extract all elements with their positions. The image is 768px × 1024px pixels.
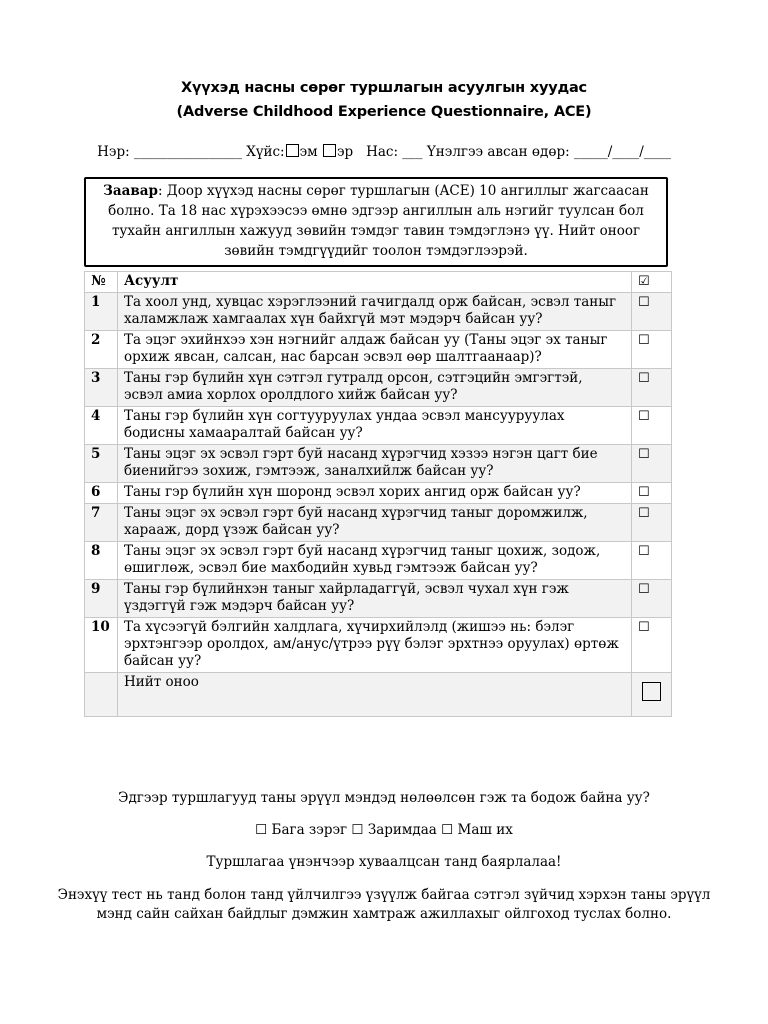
question-text: Та хүсээгүй бэлгийн халдлага, хүчирхийлэлд (жишээ нь: бэлэг эрхтэнгээр оролдох, ам/анус/үтрээ рүү бэлэг эрхтнээ оруулах) өртөж байсан уу? [118, 618, 632, 673]
form-subtitle: (Adverse Childhood Experience Questionnaire, ACE) [176, 104, 592, 120]
name-label: Нэр: [97, 144, 130, 160]
row-number: 4 [85, 407, 118, 445]
date-field[interactable]: _____/____/____ [573, 144, 671, 160]
table-header-row [85, 272, 672, 293]
header-check: ☑ [632, 272, 672, 293]
form-title: Хүүхэд насны сөрөг туршлагын асуулгын хуудас [181, 80, 587, 96]
closing-note: Энэхүү тест нь танд болон танд үйлчилгээ үзүүлж байгаа сэтгэл зүйчид хэрхэн таны эрүүл мэнд сайн сайхан байдлыг дэмжин хамтраж ажиллахыг ойлгоход туслах болно. [57, 887, 711, 922]
table-row [85, 580, 672, 618]
row-number: 2 [85, 331, 118, 369]
answer-checkbox[interactable]: ☐ [632, 483, 672, 504]
row-number: 9 [85, 580, 118, 618]
header-num: № [85, 272, 118, 293]
table-row [85, 445, 672, 483]
respondent-info-line [0, 144, 768, 160]
instructions-text: : Доор хүүхэд насны сөрөг туршлагын (ACE) 10 ангиллыг жагсаасан болно. Та 18 нас хүрэхээсээ өмнө эдгээр ангиллын аль нэгийг туулсан бол тухайн ангиллын хажууд зөвийн тэмдэг тавин тэмдэглэнэ үү. Нийт оноог зөвийн тэмдгүүдийг тоолон тэмдэглээрэй. [108, 183, 649, 259]
total-score-label: Нийт оноо [118, 673, 632, 717]
table-row [85, 293, 672, 331]
table-row [85, 542, 672, 580]
instructions-lead: Заавар [103, 183, 158, 199]
answer-checkbox[interactable]: ☐ [632, 580, 672, 618]
total-score-box[interactable] [642, 682, 661, 701]
table-row [85, 369, 672, 407]
question-text: Таны гэр бүлийн хүн согтууруулах ундаа эсвэл мансууруулах бодисны хамааралтай байсан уу? [118, 407, 632, 445]
answer-checkbox[interactable]: ☐ [632, 331, 672, 369]
answer-checkbox[interactable]: ☐ [632, 445, 672, 483]
table-row [85, 331, 672, 369]
question-text: Таны эцэг эх эсвэл гэрт буй насанд хүрэгчид таныг цохиж, зодож, өшиглөж, эсвэл бие махбодийн хувьд гэмтээж байсан уу? [118, 542, 632, 580]
thanks-message: Туршлагаа үнэнчээр хуваалцсан танд баярлалаа! [206, 854, 562, 870]
impact-question: Эдгээр туршлагууд таны эрүүл мэндэд нөлөөлсөн гэж та бодож байна уу? [118, 790, 650, 806]
question-text: Таны эцэг эх эсвэл гэрт буй насанд хүрэгчид хэзээ нэгэн цагт бие биенийгээ зохиж, гэмтээж, заналхийлж байсан уу? [118, 445, 632, 483]
age-label: Нас: [366, 144, 398, 160]
answer-checkbox[interactable]: ☐ [632, 293, 672, 331]
answer-checkbox[interactable]: ☐ [632, 618, 672, 673]
question-text: Таны гэр бүлийн хүн шоронд эсвэл хорих ангид орж байсан уу? [118, 483, 632, 504]
answer-checkbox[interactable]: ☐ [632, 369, 672, 407]
answer-checkbox[interactable]: ☐ [632, 542, 672, 580]
question-text: Таны эцэг эх эсвэл гэрт буй насанд хүрэгчид таныг доромжилж, харааж, дорд үзэж байсан уу? [118, 504, 632, 542]
name-field[interactable]: ________________ [133, 144, 242, 160]
total-score-row [85, 673, 672, 717]
ace-question-table [84, 271, 672, 717]
row-number: 7 [85, 504, 118, 542]
row-number: 3 [85, 369, 118, 407]
age-field[interactable]: ___ [402, 144, 423, 160]
female-label: эм [299, 144, 318, 160]
question-text: Таны гэр бүлийнхэн таныг хайрладаггүй, эсвэл чухал хүн гэж үздэггүй гэж мэдэрч байсан уу? [118, 580, 632, 618]
total-num-cell [85, 673, 118, 717]
row-number: 5 [85, 445, 118, 483]
row-number: 1 [85, 293, 118, 331]
table-row [85, 618, 672, 673]
date-label: Үнэлгээ авсан өдөр: [426, 144, 570, 160]
row-number: 10 [85, 618, 118, 673]
male-checkbox[interactable] [323, 144, 336, 157]
question-text: Таны гэр бүлийн хүн сэтгэл гутралд орсон, сэтгэцийн эмгэгтэй, эсвэл амиа хорлох оролдлого хийж байсан уу? [118, 369, 632, 407]
impact-options[interactable]: ☐ Бага зэрэг ☐ Заримдаа ☐ Маш их [255, 822, 513, 838]
total-score-cell[interactable] [632, 673, 672, 717]
header-question: Асуулт [118, 272, 632, 293]
female-checkbox[interactable] [286, 144, 299, 157]
question-text: Та эцэг эхийнхээ хэн нэгнийг алдаж байсан уу (Таны эцэг эх таныг орхиж явсан, салсан, нас барсан эсвэл өөр шалтгаанаар)? [118, 331, 632, 369]
row-number: 6 [85, 483, 118, 504]
table-row [85, 483, 672, 504]
answer-checkbox[interactable]: ☐ [632, 407, 672, 445]
row-number: 8 [85, 542, 118, 580]
gender-label: Хүйс: [246, 144, 285, 160]
table-row [85, 407, 672, 445]
answer-checkbox[interactable]: ☐ [632, 504, 672, 542]
instructions-box [84, 177, 668, 267]
question-text: Та хоол унд, хувцас хэрэглээний гачигдалд орж байсан, эсвэл таныг халамжлаж хамгаалах хүн байхгүй мэт мэдэрч байсан уу? [118, 293, 632, 331]
table-row [85, 504, 672, 542]
male-label: эр [336, 144, 354, 160]
